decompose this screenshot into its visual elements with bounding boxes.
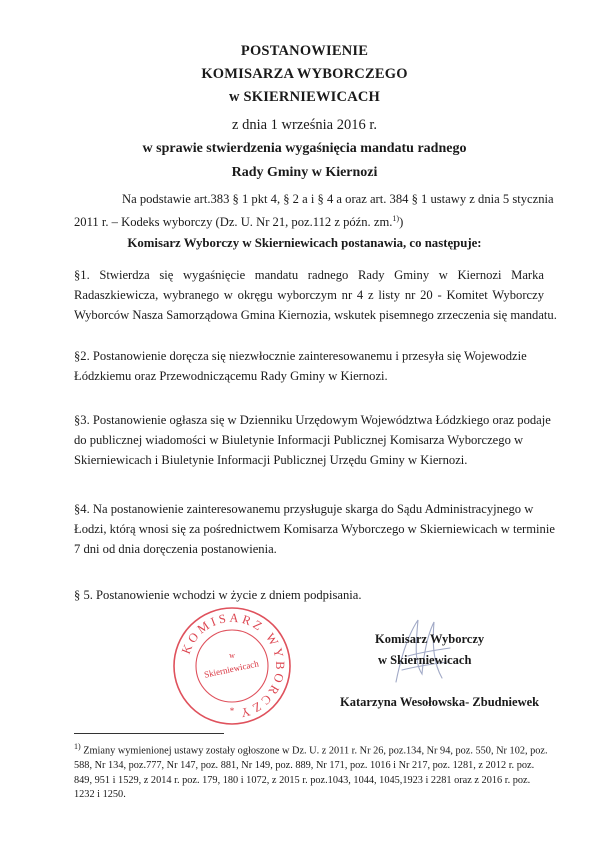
- section-5: [74, 585, 544, 605]
- stamp-ring-text: KOMISARZ WYBORCZY: [178, 610, 288, 721]
- footnote-divider: [74, 733, 224, 734]
- section-4: [74, 499, 555, 559]
- stamp-star-icon: *: [229, 706, 235, 716]
- stamp-center-w: w: [229, 651, 235, 660]
- footnote-line-3: 849, 951 i 1529, z 2014 r. poz. 179, 180 i 1072, z 2015 r. poz.1043, 1044, 1045,1923 i 2281 oraz z 2016 r. poz.: [74, 774, 531, 786]
- section-3-line-1: §3. Postanowienie ogłasza się w Dzienniku Urzędowym Województwa Łódzkiego oraz podaje: [74, 413, 551, 427]
- signatory-location: w Skierniewicach: [378, 653, 472, 667]
- section-4-line-1: §4. Na postanowienie zainteresowanemu przysługuje skarga do Sądu Administracyjnego w: [74, 502, 534, 516]
- section-5-line-1: § 5. Postanowienie wchodzi w życie z dniem podpisania.: [74, 588, 362, 602]
- footnote-line-2: 588, Nr 134, poz.777, Nr 147, poz. 881, Nr 149, poz. 889, Nr 171, poz. 1016 i Nr 217, poz. 1281, z 2012 r. poz.: [74, 760, 535, 772]
- section-2-line-2: Łódzkiemu oraz Przewodniczącemu Rady Gminy w Kiernozi.: [74, 369, 388, 383]
- legal-basis-line-1: Na podstawie art.383 § 1 pkt 4, § 2 a i § 4 a oraz art. 384 § 1 ustawy z dnia 5 stycznia: [122, 192, 554, 206]
- section-1-label: §1.: [74, 268, 90, 282]
- footnote-reference: 1): [392, 214, 400, 223]
- issuer-title: KOMISARZA WYBORCZEGO: [201, 66, 408, 82]
- section-2-label: §2.: [74, 349, 90, 363]
- document-subject-council: Rady Gminy w Kiernozi: [231, 165, 378, 180]
- section-3-label: §3.: [74, 413, 90, 427]
- footnote: [74, 740, 554, 803]
- section-3: [74, 410, 551, 470]
- document-subject: w sprawie stwierdzenia wygaśnięcia mandatu radnego: [142, 141, 467, 156]
- section-1-line-1: §1. Stwierdza się wygaśnięcie mandatu radnego Rady Gminy w Kiernozi Marka: [74, 268, 544, 282]
- section-3-line-3: Skierniewicach i Biuletynie Informacji Publicznej Urzędu Gminy w Kiernozi.: [74, 453, 468, 467]
- legal-basis-line-2: 2011 r. – Kodeks wyborczy (Dz. U. Nr 21, poz.112 z późn. zm.$^{1)}$): [74, 214, 404, 230]
- section-3-line-2: do publicznej wiadomości w Biuletynie Informacji Publicznej Komisarza Wyborczego w: [74, 433, 524, 447]
- legal-basis: [74, 189, 554, 232]
- signatory-name: Katarzyna Wesołowska- Zbudniewek: [340, 695, 540, 709]
- decision-intro: Komisarz Wyborczy w Skierniewicach postanawia, co następuje:: [127, 236, 482, 250]
- issuer-location: w SKIERNIEWICACH: [228, 89, 381, 105]
- footnote-marker: 1): [74, 742, 81, 751]
- footnote-line-1: $^{1)}$ Zmiany wymienionej ustawy zostały ogłoszone w Dz. U. z 2011 r. Nr 26, poz.134, Nr 94, poz. 550, Nr 102, poz.: [74, 742, 548, 757]
- section-1: [74, 265, 557, 325]
- document-title: POSTANOWIENIE: [240, 43, 369, 59]
- section-1-line-3: Wyborców Nasza Samorządowa Gmina Kiernozia, wskutek pisemnego zrzeczenia się mandatu.: [74, 308, 557, 322]
- handwritten-signature: [388, 612, 458, 692]
- section-5-label: § 5.: [74, 588, 93, 602]
- document-date: z dnia 1 września 2016 r.: [232, 117, 377, 133]
- section-2: [74, 346, 544, 386]
- signatory-title: Komisarz Wyborczy: [375, 632, 485, 646]
- stamp-center-city: Skierniewicach: [203, 658, 260, 680]
- official-seal-stamp: [170, 604, 294, 728]
- section-1-line-2: Radaszkiewicza, wybranego w okręgu wyborczym nr 4 z listy nr 20 - Komitet Wyborczy: [74, 288, 544, 302]
- section-4-line-2: Łodzi, którą wnosi się za pośrednictwem Komisarza Wyborczego w Skierniewicach w terminie: [74, 522, 555, 536]
- section-4-label: §4.: [74, 502, 90, 516]
- section-2-line-1: §2. Postanowienie doręcza się niezwłocznie zainteresowanemu i przesyła się Wojewodzie: [74, 349, 527, 363]
- section-4-line-3: 7 dni od dnia doręczenia postanowienia.: [74, 542, 277, 556]
- footnote-line-4: 1232 i 1250.: [74, 789, 126, 801]
